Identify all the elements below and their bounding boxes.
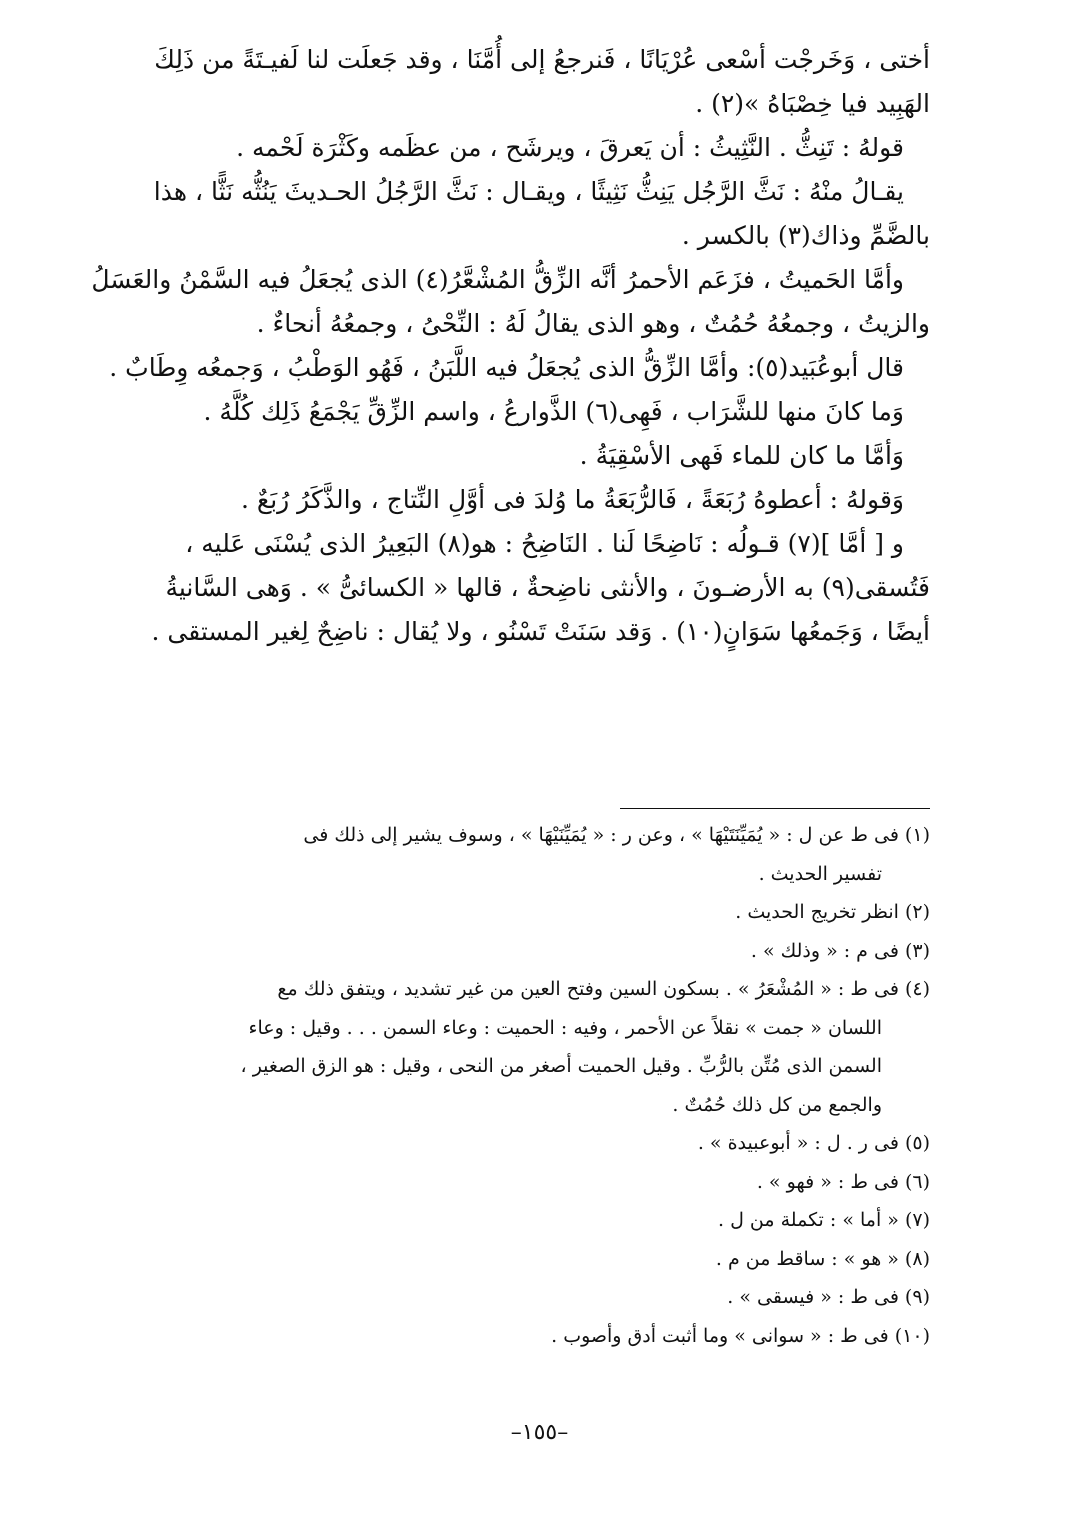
footnote-line-11: (٧) « أما » : تكملة من ل . [718, 1209, 930, 1231]
footnote-line-14: (١٠) فى ط : « سوانى » وما أثبت أدق وأصوب . [551, 1324, 930, 1347]
text-line-5: بالضَّمِّ وذاك(٣) بالكسر . [681, 221, 930, 250]
footnote-line-6: اللسان « جمت » نقلاً عن الأحمر ، وفيه : الحميت : وعاء السمن . . . وقيل : وعاء [248, 1016, 882, 1039]
footnote-line-8: والجمع من كل ذلك حُمُتٌ . [672, 1093, 882, 1116]
text-line-7: والزيتُ ، وجمعُهُ حُمُتٌ ، وهو الذى يقالُ لَهُ : النِّحْىُ ، وجمعُهُ أنحاءٌ . [256, 309, 930, 338]
text-line-13: فَتُسقى(٩) به الأرضـونَ ، والأنثى ناضِحةٌ ، قالها « الكسائىُّ » . وَهى السَّانيةُ [165, 573, 930, 602]
main-text [91, 38, 930, 654]
footnotes [150, 816, 930, 1355]
text-line-2: الهَبِيد فيا خِصْبَاهُ »(٢) . [695, 89, 930, 118]
text-line-3: قولهُ : تَنِثُّ . النَّثِيثُ : أن يَعرقَ ، ويرشَح ، من عظَمه وكَثْرَة لَحْمه . [236, 133, 904, 162]
footnote-line-5: (٤) فى ط : « المُشْعَرُ » . بسكون السين وفتح العين من غير تشديد ، ويتفق ذلك مع [277, 978, 930, 1000]
footnote-line-4: (٣) فى م : « وذلك » . [750, 939, 930, 962]
footnote-line-3: (٢) انظر تخريج الحديث . [735, 901, 930, 923]
footnote-line-12: (٨) « هو » : ساقط من م . [715, 1247, 930, 1270]
text-line-12: و [ أمَّا ](٧) قـولُه : نَاضِحًا لَنا . النَاضِحُ : هو(٨) البَعِيرُ الذى يُسْنَى عَليه ، [185, 529, 904, 558]
text-line-6: وأمَّا الحَميتُ ، فزَعَم الأحمرُ أنَّه الزِّقُّ المُشْعَّرُ(٤) الذى يُجعَلُ فيه السَّمْنُ والعَسَلُ [91, 265, 904, 294]
footnote-line-7: السمن الذى مُتِّن بالرُّبِّ . وقيل الحميت أصغر من النحى ، وقيل : هو الزق الصغير ، [240, 1055, 882, 1077]
footnote-line-1: (١) فى ط عن ل : « يُمَيِّنَتَيْهَا » ، وعن ر : « يُمَيِّنَيْهَا » ، وسوف يشير إلى ذلك فى [303, 824, 930, 846]
text-line-4: يقـالُ منْهُ : نَثَّ الرَّجُل يَنِثُّ نَثِيثًا ، ويقـال : نَثَّ الرَّجُلُ الحـديثَ يَنُثُّه نَثًّا ، هذا [153, 177, 904, 206]
text-line-1: أختى ، وَخَرجْت أسْعى عُرْيَانًا ، فَنرجعُ إلى أُمَّنَا ، وقد جَعلَت لنا لَفيـتَةً من ذَلِكَ [154, 45, 930, 74]
page-number: –١٥٥– [510, 1420, 569, 1445]
footnote-line-13: (٩) فى ط : « فيسقى » . [727, 1286, 930, 1308]
text-line-14: أيضًا ، وَجَمعُها سَوَانٍ(١٠) . وَقد سَنَتْ تَسْنُو ، ولا يُقال : ناضِحٌ لِغير المستقى . [151, 617, 930, 646]
footnote-line-10: (٦) فى ط : « فهو » . [756, 1170, 930, 1193]
text-line-11: وَقولهُ : أعطوهُ رُبَعَةً ، فَالرُّبَعَةُ ما وُلدَ فى أوَّلِ النِّتاج ، والذَّكَرُ رُبَعٌ . [241, 485, 904, 514]
footnote-divider [620, 808, 930, 809]
text-line-8: قال أبوعُبَيد(٥): وأمَّا الزِّقُّ الذى يُجعَلُ فيه اللَّبَنُ ، فَهُو الوَطْبُ ، وَجمعُه وِطَابٌ . [109, 353, 904, 382]
text-line-9: وَما كانَ منها للشَّرَاب ، فَهِى(٦) الذَّوارعُ ، واسم الزِّقِّ يَجْمَعُ ذَلِك كُلَّهُ . [203, 397, 904, 426]
footnote-line-9: (٥) فى ر . ل : « أبوعبيدة » . [697, 1132, 930, 1154]
footnote-line-2: تفسير الحديث . [758, 862, 882, 885]
text-line-10: وَأمَّا ما كان للماء فَهى الأسْقِيَةُ . [579, 441, 904, 470]
